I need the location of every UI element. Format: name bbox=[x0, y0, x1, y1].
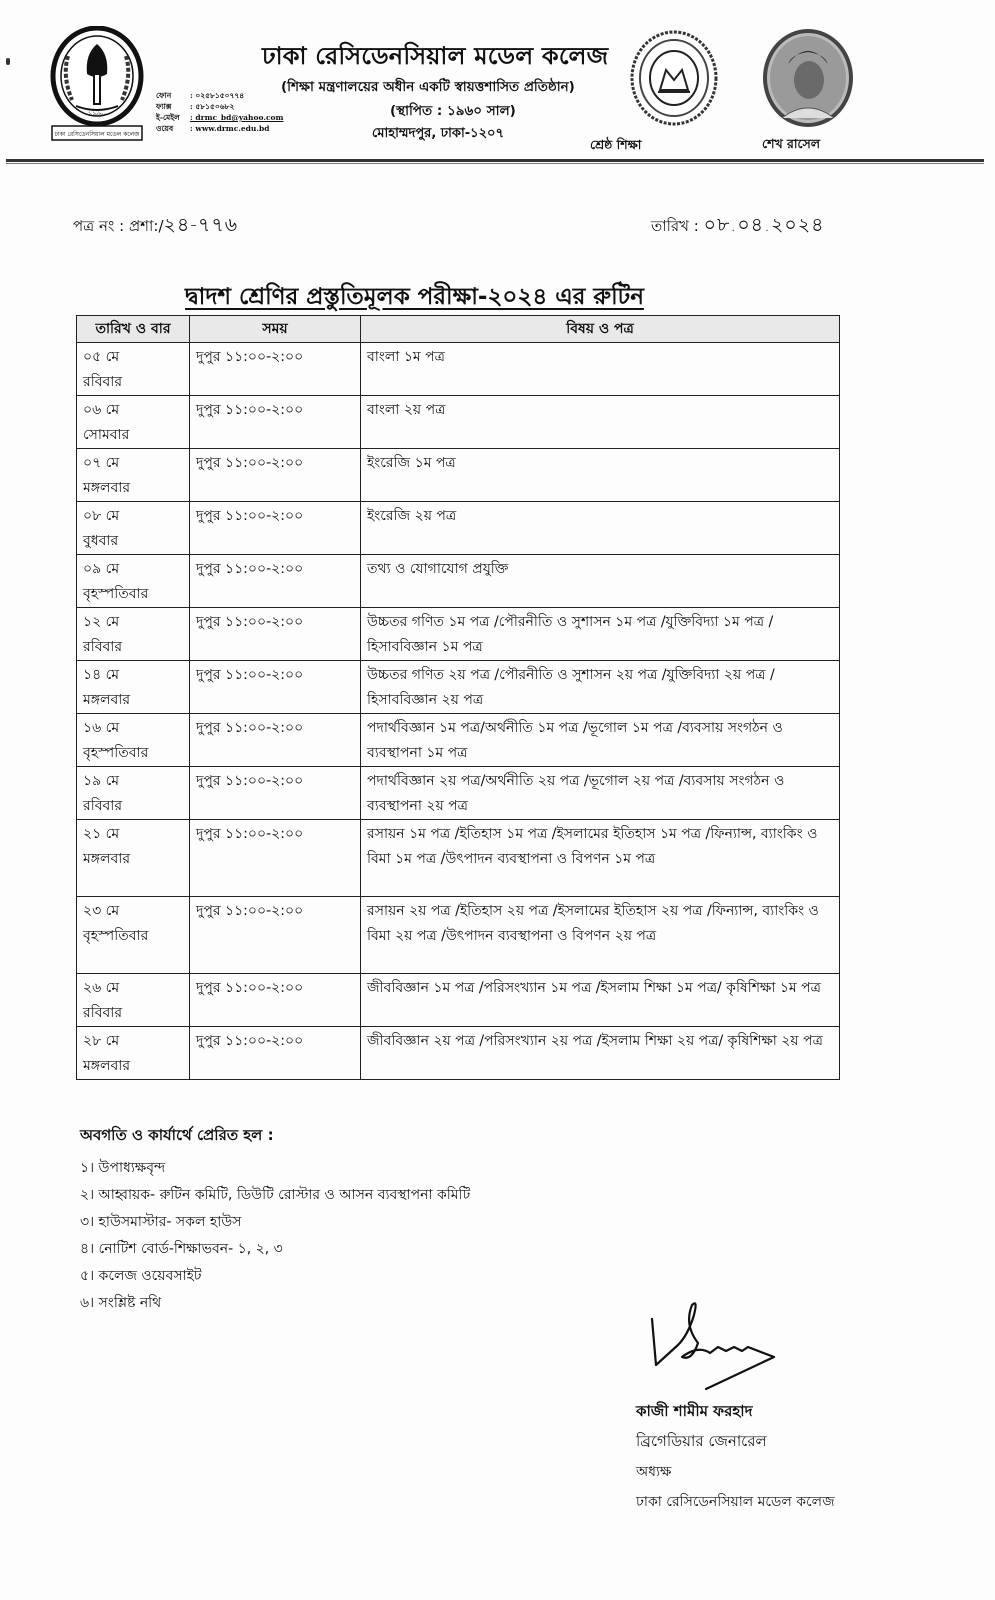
exam-day: মঙ্গলবার bbox=[83, 851, 131, 867]
cell-date-day bbox=[77, 343, 190, 396]
svg-text:ঢাকা রেসিডেনসিয়াল মডেল কলেজ: ঢাকা রেসিডেনসিয়াল মডেল কলেজ bbox=[54, 131, 140, 138]
table-row bbox=[77, 974, 840, 1027]
cell-time: দুপুর ১১:০০-২:০০ bbox=[190, 555, 361, 608]
cell-time: দুপুর ১১:০০-২:০০ bbox=[190, 343, 361, 396]
cell-date-day bbox=[77, 897, 190, 974]
exam-date: ০৬ মে bbox=[83, 402, 120, 418]
contact-fax: ফ্যাক্স : ৫৮১৫০৬৮২ bbox=[156, 102, 235, 111]
exam-date: ১৯ মে bbox=[83, 773, 120, 789]
contact-web: ওয়েব : www.drmc.edu.bd bbox=[156, 124, 270, 133]
exam-date: ২১ মে bbox=[83, 826, 120, 842]
college-logo bbox=[48, 26, 146, 144]
contact-email: ই-মেইল : drmc_bd@yahoo.com bbox=[156, 113, 284, 122]
cell-date-day bbox=[77, 1027, 190, 1080]
forwarding-heading: অবগতি ও কার্যার্থে প্রেরিত হল : bbox=[80, 1126, 274, 1144]
exam-date: ২৬ মে bbox=[83, 980, 120, 996]
cell-subject: বাংলা ২য় পত্র bbox=[361, 396, 840, 449]
cell-subject: জীববিজ্ঞান ১ম পত্র /পরিসংখ্যান ১ম পত্র /ইসলাম শিক্ষা ১ম পত্র/ কৃষিশিক্ষা ১ম পত্র bbox=[361, 974, 840, 1027]
forwarding-item: ৬। সংশ্লিষ্ট নথি bbox=[80, 1295, 162, 1311]
header-date-day: তারিখ ও বার bbox=[77, 316, 190, 343]
portrait-medallion bbox=[762, 28, 854, 128]
exam-date: ১২ মে bbox=[83, 614, 120, 630]
forwarding-item: ৪। নোটিশ বোর্ড-শিক্ষাভবন- ১, ২, ৩ bbox=[80, 1241, 283, 1257]
exam-day: বুধবার bbox=[83, 533, 119, 549]
exam-date: ১৪ মে bbox=[83, 667, 120, 683]
exam-date: ২৮ মে bbox=[83, 1033, 120, 1049]
header-subject: বিষয় ও পত্র bbox=[361, 316, 840, 343]
exam-date: ২৩ মে bbox=[83, 903, 120, 919]
college-name: ঢাকা রেসিডেনসিয়াল মডেল কলেজ bbox=[262, 42, 609, 70]
table-row bbox=[77, 396, 840, 449]
header-time: সময় bbox=[190, 316, 361, 343]
cell-date-day bbox=[77, 608, 190, 661]
memo-number: পত্র নং : প্রশা:/২৪-৭৭৬ bbox=[73, 214, 239, 236]
cell-time: দুপুর ১১:০০-২:০০ bbox=[190, 502, 361, 555]
cell-date-day bbox=[77, 820, 190, 897]
table-row bbox=[77, 449, 840, 502]
page-title: দ্বাদশ শ্রেণির প্রস্তুতিমূলক পরীক্ষা-২০২৪ এর রুটিন bbox=[185, 284, 644, 310]
cell-subject: বাংলা ১ম পত্র bbox=[361, 343, 840, 396]
cell-time: দুপুর ১১:০০-২:০০ bbox=[190, 396, 361, 449]
table-row bbox=[77, 608, 840, 661]
cell-time: দুপুর ১১:০০-২:০০ bbox=[190, 974, 361, 1027]
contact-phone: ফোন : ০২৫৮১৫০৭৭৪ bbox=[156, 91, 245, 100]
cell-date-day bbox=[77, 714, 190, 767]
header-divider-thin bbox=[6, 163, 984, 164]
cell-subject: পদার্থবিজ্ঞান ২য় পত্র/অর্থনীতি ২য় পত্র /ভূগোল ২য় পত্র /ব্যবসায় সংগঠন ও ব্যবস্থাপনা ২য় পত্র bbox=[361, 767, 840, 820]
cell-subject: উচ্চতর গণিত ২য় পত্র /পৌরনীতি ও সুশাসন ২য় পত্র /যুক্তিবিদ্যা ২য় পত্র /হিসাববিজ্ঞান ২য় পত্র bbox=[361, 661, 840, 714]
established-year: (স্থাপিত : ১৯৬০ সাল) bbox=[390, 103, 516, 119]
exam-day: মঙ্গলবার bbox=[83, 692, 131, 708]
svg-text:১৯৬০: ১৯৬০ bbox=[87, 110, 107, 118]
college-subtitle: (শিক্ষা মন্ত্রণালয়ের অধীন একটি স্বায়ত্তশাসিত প্রতিষ্ঠান) bbox=[281, 79, 575, 95]
cell-subject: পদার্থবিজ্ঞান ১ম পত্র/অর্থনীতি ১ম পত্র /ভূগোল ১ম পত্র /ব্যবসায় সংগঠন ও ব্যবস্থাপনা ১ম পত্র bbox=[361, 714, 840, 767]
cell-time: দুপুর ১১:০০-২:০০ bbox=[190, 1027, 361, 1080]
memo-date: তারিখ : ০৮.০৪.২০২৪ bbox=[651, 214, 825, 236]
exam-day: বৃহস্পতিবার bbox=[83, 586, 149, 602]
forwarding-item: ১। উপাধ্যক্ষবৃন্দ bbox=[80, 1160, 166, 1176]
exam-routine-table bbox=[76, 315, 840, 1080]
exam-day: সোমবার bbox=[83, 427, 130, 443]
exam-day: রবিবার bbox=[83, 1005, 123, 1021]
signature bbox=[648, 1295, 788, 1395]
exam-day: মঙ্গলবার bbox=[83, 480, 131, 496]
memo-date-value: ০৮.০৪.২০২৪ bbox=[703, 214, 825, 236]
table-row bbox=[77, 767, 840, 820]
cell-time: দুপুর ১১:০০-২:০০ bbox=[190, 820, 361, 897]
memo-number-value: ২৪-৭৭৬ bbox=[163, 214, 239, 236]
cell-subject: তথ্য ও যোগাযোগ প্রযুক্তি bbox=[361, 555, 840, 608]
exam-day: রবিবার bbox=[83, 798, 123, 814]
exam-date: ১৬ মে bbox=[83, 720, 120, 736]
exam-day: বৃহস্পতিবার bbox=[83, 745, 149, 761]
cell-subject: রসায়ন ১ম পত্র /ইতিহাস ১ম পত্র /ইসলামের ইতিহাস ১ম পত্র /ফিন্যান্স, ব্যাংকিং ও বিমা ১ম পত্র /উৎপাদন ব্যবস্থাপনা ও বিপণন ১ম পত্র bbox=[361, 820, 840, 897]
cell-subject: ইংরেজি ২য় পত্র bbox=[361, 502, 840, 555]
forwarding-item: ৩। হাউসমাস্টার- সকল হাউস bbox=[80, 1214, 242, 1230]
exam-day: বৃহস্পতিবার bbox=[83, 928, 149, 944]
cell-date-day bbox=[77, 661, 190, 714]
cell-subject: ইংরেজি ১ম পত্র bbox=[361, 449, 840, 502]
exam-date: ০৮ মে bbox=[83, 508, 120, 524]
table-row bbox=[77, 343, 840, 396]
signatory-rank: ব্রিগেডিয়ার জেনারেল bbox=[636, 1432, 767, 1450]
contact-block bbox=[156, 90, 283, 134]
cell-date-day bbox=[77, 502, 190, 555]
cell-date-day bbox=[77, 974, 190, 1027]
cell-subject: উচ্চতর গণিত ১ম পত্র /পৌরনীতি ও সুশাসন ১ম পত্র /যুক্তিবিদ্যা ১ম পত্র /হিসাববিজ্ঞান ১ম পত্র bbox=[361, 608, 840, 661]
table-row bbox=[77, 897, 840, 974]
exam-date: ০৭ মে bbox=[83, 455, 120, 471]
table-row bbox=[77, 661, 840, 714]
cell-date-day bbox=[77, 396, 190, 449]
table-header-row bbox=[77, 316, 840, 343]
cell-time: দুপুর ১১:০০-২:০০ bbox=[190, 767, 361, 820]
cell-time: দুপুর ১১:০০-২:০০ bbox=[190, 449, 361, 502]
email-link[interactable]: : drmc_bd@yahoo.com bbox=[190, 113, 284, 122]
college-address: মোহাম্মদপুর, ঢাকা-১২০৭ bbox=[372, 126, 504, 141]
table-row bbox=[77, 1027, 840, 1080]
table-row bbox=[77, 555, 840, 608]
cell-time: দুপুর ১১:০০-২:০০ bbox=[190, 661, 361, 714]
portrait-label: শেখ রাসেল bbox=[762, 136, 821, 151]
scan-speck bbox=[6, 58, 10, 65]
cell-time: দুপুর ১১:০০-২:০০ bbox=[190, 714, 361, 767]
forwarding-item: ২। আহ্বায়ক- রুটিন কমিটি, ডিউটি রোস্টার ও আসন ব্যবস্থাপনা কমিটি bbox=[80, 1187, 471, 1203]
table-row bbox=[77, 820, 840, 897]
exam-date: ০৫ মে bbox=[83, 349, 120, 365]
cell-subject: জীববিজ্ঞান ২য় পত্র /পরিসংখ্যান ২য় পত্র /ইসলাম শিক্ষা ২য় পত্র/ কৃষিশিক্ষা ২য় পত্র bbox=[361, 1027, 840, 1080]
exam-day: রবিবার bbox=[83, 639, 123, 655]
exam-date: ০৯ মে bbox=[83, 561, 120, 577]
exam-day: রবিবার bbox=[83, 374, 123, 390]
cell-time: দুপুর ১১:০০-২:০০ bbox=[190, 608, 361, 661]
best-education-seal bbox=[628, 28, 720, 128]
cell-date-day bbox=[77, 449, 190, 502]
cell-date-day bbox=[77, 555, 190, 608]
forwarding-item: ৫। কলেজ ওয়েবসাইট bbox=[80, 1268, 202, 1284]
cell-subject: রসায়ন ২য় পত্র /ইতিহাস ২য় পত্র /ইসলামের ইতিহাস ২য় পত্র /ফিন্যান্স, ব্যাংকিং ও বিমা ২য় পত্র /উৎপাদন ব্যবস্থাপনা ও বিপণন ২য় পত্র bbox=[361, 897, 840, 974]
signatory-organization: ঢাকা রেসিডেনসিয়াল মডেল কলেজ bbox=[636, 1494, 835, 1510]
table-row bbox=[77, 502, 840, 555]
signatory-designation: অধ্যক্ষ bbox=[636, 1464, 672, 1480]
table-row bbox=[77, 714, 840, 767]
forwarding-list bbox=[80, 1155, 470, 1317]
website-link[interactable]: : www.drmc.edu.bd bbox=[190, 124, 270, 133]
cell-time: দুপুর ১১:০০-২:০০ bbox=[190, 897, 361, 974]
seal-label: শ্রেষ্ঠ শিক্ষা bbox=[590, 137, 642, 152]
cell-date-day bbox=[77, 767, 190, 820]
header-divider bbox=[6, 159, 984, 162]
signatory-name: কাজী শামীম ফরহাদ bbox=[636, 1402, 753, 1420]
exam-day: মঙ্গলবার bbox=[83, 1058, 131, 1074]
